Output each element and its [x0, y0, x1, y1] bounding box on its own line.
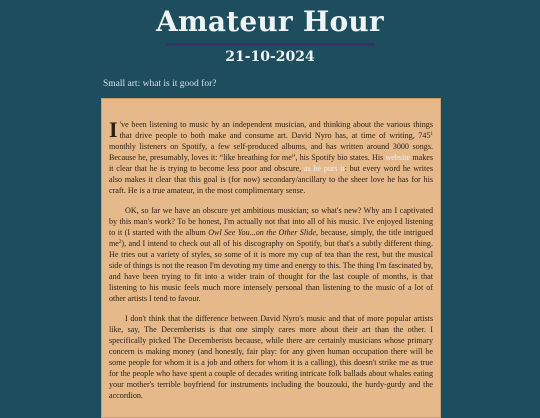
- post-subtitle: Small art: what is it good for?: [103, 79, 217, 89]
- paragraph-text: I don't think that the difference between David Nyro's music and that of more popular artists like, say, The Decemberists is that one simply cares more about their art than the other. I specifically picked The Decemberists because, while there are certainly musicians whose primary concern is making money (and honestly, fair play: for any given human occupation there will be some people for whom it is a job and others for whom it is a calling), this doesn't strike me as true for the people who have spent a couple of decades writing intricate folk ballads about whales eating your mother's terrible boyfriend for instruments including the bouzouki, the hurdy-gurdy and the accordion.: [109, 314, 433, 400]
- footnote-ref-2[interactable]: 2: [118, 240, 122, 245]
- article-body: [101, 98, 441, 418]
- paragraph-text: OK, so far we have an obscure yet ambitious musician; so what's new? Why am I captivated by this man's work? To be honest, I'm actually not that into all of his music. I've enjoyed listening to it (I started with the album: [109, 206, 433, 237]
- paragraph-text: 've been listening to music by an independent musician, and thinking about the various things that drive people to both make and consume art. David Nyro has, at time of writing, 745: [119, 120, 433, 140]
- paragraph-text: monthly listeners on Spotify, a few self-produced albums, and has written around 3000 songs. Because he, presumably, loves it: “like breathing for me”, his Spotify bio states. His: [109, 142, 433, 162]
- paragraph-text: ), and I intend to check out all of his discography on Spotify, but that's a subtly different thing. He tries out a variety of styles, so some of it is more my cup of tea than the rest, but the musical side of things is not the reason I'm devoting my time and energy to this. The thing I'm fascinated by, and have been trying to fit into a wider train of thought for the last couple of months, is that listening to his music feels much more intensely personal than listening to the music of a lot of other artists I tend to favour.: [109, 239, 433, 303]
- as-he-puts-it-link[interactable]: as he puts it: [304, 164, 345, 173]
- article-paragraph-2: [109, 205, 433, 304]
- paragraph-text: , because, simply, the title intrigued me: [109, 228, 433, 248]
- post-date: 21-10-2024: [225, 49, 315, 65]
- site-title: Amateur Hour: [156, 5, 384, 38]
- drop-cap: I: [109, 117, 118, 142]
- footnote-ref-1[interactable]: 1: [430, 132, 433, 137]
- article-paragraph-1: [109, 119, 433, 196]
- article-paragraph-3: [109, 313, 433, 401]
- paragraph-text: makes it clear that he is trying to become less poor and obscure,: [109, 153, 434, 173]
- website-link[interactable]: website: [385, 153, 411, 162]
- paragraph-text: : but every word he writes also makes it clear that this goal is (for now) secondary/ancillary to the sheer love he has for his craft. He is a true amateur, in the most complimentary sense.: [109, 164, 433, 195]
- title-underline: [166, 43, 375, 46]
- album-title: Owl See You...on the Other Slide: [208, 228, 316, 237]
